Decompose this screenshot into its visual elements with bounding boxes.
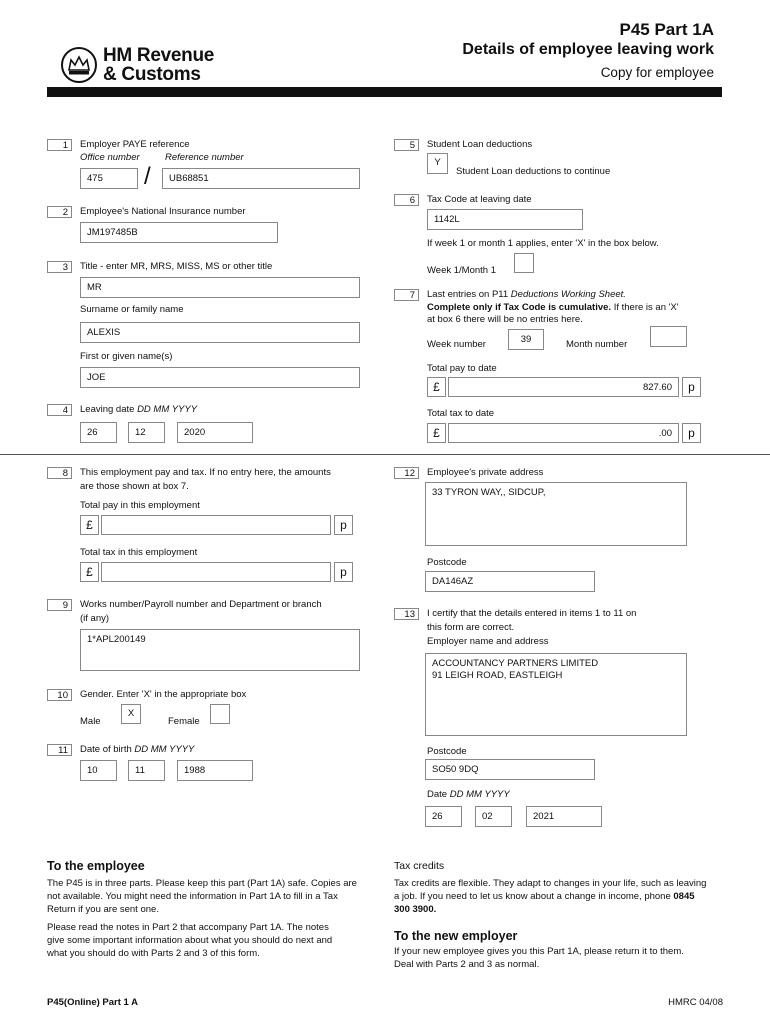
pound-sign-icon: £ xyxy=(427,377,446,397)
dob-year-field[interactable]: 1988 xyxy=(177,760,253,781)
week-number-field[interactable]: 39 xyxy=(508,329,544,350)
pence-sign-icon: p xyxy=(682,377,701,397)
s8-label-line1: This employment pay and tax. If no entry here, the amounts xyxy=(80,467,331,478)
s7-label-bold: Complete only if Tax Code is cumulative. xyxy=(427,302,612,313)
month-number-label: Month number xyxy=(566,339,628,350)
new-employer-paragraph: If your new employee gives you this Part 1A, please return it to them. Deal with Parts 2 and 3 as normal. xyxy=(394,946,684,970)
section-num-9: 9 xyxy=(47,599,72,611)
ni-number-field[interactable]: JM197485B xyxy=(80,222,278,243)
section-num-7: 7 xyxy=(394,289,419,301)
slash-separator: / xyxy=(144,163,151,190)
s13-date-format: DD MM YYYY xyxy=(449,789,510,800)
total-tax-to-date-label: Total tax to date xyxy=(427,408,495,419)
pound-sign-icon: £ xyxy=(80,515,99,535)
s7-label-line2 xyxy=(427,302,679,314)
s13-label-line1: I certify that the details entered in items 1 to 11 on xyxy=(427,608,637,619)
s7-label-italic: Deductions Working Sheet. xyxy=(510,289,626,300)
s13-label-line2: this form are correct. xyxy=(427,622,515,633)
male-checkbox[interactable]: X xyxy=(121,704,141,724)
s13-label-line3: Employer name and address xyxy=(427,636,549,647)
s4-label xyxy=(80,404,197,416)
form-subtitle: Copy for employee xyxy=(600,65,714,80)
s13-date-label-text: Date xyxy=(427,789,448,800)
section-num-6: 6 xyxy=(394,194,419,206)
s4-date-format: DD MM YYYY xyxy=(137,404,198,415)
pound-sign-icon: £ xyxy=(80,562,99,582)
tax-credits-phone: 0845 300 3900. xyxy=(394,891,695,915)
week1-label: Week 1/Month 1 xyxy=(427,265,497,276)
pence-sign-icon: p xyxy=(334,515,353,535)
s6-hint: If week 1 or month 1 applies, enter 'X' in the box below. xyxy=(427,238,659,249)
total-pay-employment-field[interactable] xyxy=(101,515,331,535)
section-num-12: 12 xyxy=(394,467,419,479)
s8-label-line2: are those shown at box 7. xyxy=(80,481,189,492)
s12-postcode-label: Postcode xyxy=(427,557,467,568)
s6-label: Tax Code at leaving date xyxy=(427,194,532,205)
s3-label: Title - enter MR, MRS, MISS, MS or other title xyxy=(80,261,273,272)
section-num-10: 10 xyxy=(47,689,72,701)
section-num-2: 2 xyxy=(47,206,72,218)
s1-ref-label: Reference number xyxy=(165,152,244,163)
tax-code-field[interactable]: 1142L xyxy=(427,209,583,230)
first-name-label: First or given name(s) xyxy=(80,351,173,362)
employee-postcode-field[interactable]: DA146AZ xyxy=(425,571,595,592)
s7-label-rest: If there is an 'X' xyxy=(611,302,679,313)
crown-crest-icon xyxy=(60,46,98,84)
s11-label xyxy=(80,744,194,756)
cert-day-field[interactable]: 26 xyxy=(425,806,462,827)
tax-credits-text: Tax credits are flexible. They adapt to changes in your life, such as leaving a job. If you need to let us know about a change in income, phone xyxy=(394,878,707,902)
form-code: P45 Part 1A xyxy=(619,20,714,39)
office-number-field[interactable]: 475 xyxy=(80,168,138,189)
s11-date-format: DD MM YYYY xyxy=(134,744,195,755)
section-num-3: 3 xyxy=(47,261,72,273)
total-pay-to-date-label: Total pay to date xyxy=(427,363,497,374)
works-number-field[interactable]: 1*APL200149 xyxy=(80,629,360,671)
private-address-field[interactable]: 33 TYRON WAY,, SIDCUP, xyxy=(425,482,687,546)
logo-line-2: & Customs xyxy=(103,64,201,85)
leaving-month-field[interactable]: 12 xyxy=(128,422,165,443)
section-num-1: 1 xyxy=(47,139,72,151)
employee-notes-heading: To the employee xyxy=(47,859,145,873)
month-number-field[interactable] xyxy=(650,326,687,347)
s7-label-line1 xyxy=(427,289,626,301)
s1-label: Employer PAYE reference xyxy=(80,139,190,150)
section-num-13: 13 xyxy=(394,608,419,620)
s7-label-line3: at box 6 there will be no entries here. xyxy=(427,314,583,325)
s2-label: Employee's National Insurance number xyxy=(80,206,246,217)
dob-day-field[interactable]: 10 xyxy=(80,760,117,781)
student-loan-box[interactable]: Y xyxy=(427,153,448,174)
female-checkbox[interactable] xyxy=(210,704,230,724)
employer-postcode-field[interactable]: SO50 9DQ xyxy=(425,759,595,780)
female-label: Female xyxy=(168,716,200,727)
total-tax-to-date-field[interactable]: .00 xyxy=(448,423,679,443)
s7-label-a: Last entries on P11 xyxy=(427,289,511,300)
section-divider xyxy=(0,454,770,455)
s4-label-text: Leaving date xyxy=(80,404,135,415)
pound-sign-icon: £ xyxy=(427,423,446,443)
leaving-day-field[interactable]: 26 xyxy=(80,422,117,443)
male-label: Male xyxy=(80,716,101,727)
total-pay-employment-label: Total pay in this employment xyxy=(80,500,200,511)
hmrc-logo xyxy=(60,46,235,86)
s5-label: Student Loan deductions xyxy=(427,139,533,150)
s10-label: Gender. Enter 'X' in the appropriate box xyxy=(80,689,247,700)
leaving-year-field[interactable]: 2020 xyxy=(177,422,253,443)
week1-month1-box[interactable] xyxy=(514,253,534,273)
pence-sign-icon: p xyxy=(334,562,353,582)
cert-month-field[interactable]: 02 xyxy=(475,806,512,827)
surname-label: Surname or family name xyxy=(80,304,184,315)
student-loan-note: Student Loan deductions to continue xyxy=(456,166,611,177)
week-number-label: Week number xyxy=(427,339,486,350)
s12-label: Employee's private address xyxy=(427,467,544,478)
tax-credits-paragraph xyxy=(394,877,712,916)
first-name-field[interactable]: JOE xyxy=(80,367,360,388)
section-num-8: 8 xyxy=(47,467,72,479)
pence-sign-icon: p xyxy=(682,423,701,443)
s13-postcode-label: Postcode xyxy=(427,746,467,757)
section-num-11: 11 xyxy=(47,744,72,756)
cert-year-field[interactable]: 2021 xyxy=(526,806,602,827)
form-title: Details of employee leaving work xyxy=(462,41,714,58)
total-pay-to-date-field[interactable]: 827.60 xyxy=(448,377,679,397)
footer-version: HMRC 04/08 xyxy=(668,997,723,1008)
reference-number-field[interactable]: UB68851 xyxy=(162,168,360,189)
section-num-5: 5 xyxy=(394,139,419,151)
dob-month-field[interactable]: 11 xyxy=(128,760,165,781)
logo-line-1: HM Revenue xyxy=(103,45,215,66)
s9-label-line1: Works number/Payroll number and Department or branch xyxy=(80,599,322,610)
title-field[interactable]: MR xyxy=(80,277,360,298)
s13-date-label xyxy=(427,789,510,801)
total-tax-employment-field[interactable] xyxy=(101,562,331,582)
s9-label-line2: (if any) xyxy=(80,613,110,624)
footer-form-id: P45(Online) Part 1 A xyxy=(47,997,138,1008)
employee-notes-p1: The P45 is in three parts. Please keep this part (Part 1A) safe. Copies are not available. You might need the information in Part 1A to fill in a Tax Return if you are sent one. xyxy=(47,878,357,915)
employee-notes-p2: Please read the notes in Part 2 that accompany Part 1A. The notes give some important information about what you should do next and what you should do with Parts 2 and 3 of this form. xyxy=(47,922,333,959)
header-bar xyxy=(47,87,722,97)
total-tax-employment-label: Total tax in this employment xyxy=(80,547,198,558)
surname-field[interactable]: ALEXIS xyxy=(80,322,360,343)
new-employer-heading: To the new employer xyxy=(394,929,518,943)
section-num-4: 4 xyxy=(47,404,72,416)
s11-label-text: Date of birth xyxy=(80,744,132,755)
employer-address-field[interactable]: ACCOUNTANCY PARTNERS LIMITED 91 LEIGH ROAD, EASTLEIGH xyxy=(425,653,687,736)
s1-office-label: Office number xyxy=(80,152,140,163)
tax-credits-heading: Tax credits xyxy=(394,860,445,872)
